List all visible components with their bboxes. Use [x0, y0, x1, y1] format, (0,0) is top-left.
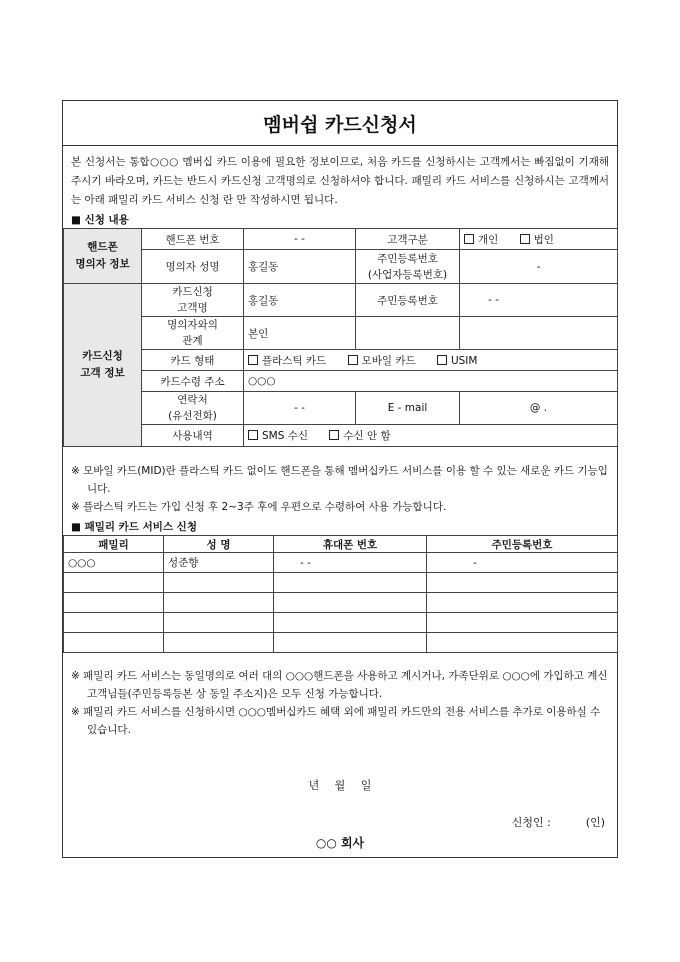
note-family-benefits: ※ 패밀리 카드 서비스를 신청하시면 ○○○멤버십카드 혜택 외에 패밀리 카드만의 전용 서비스를 추가로 이용하실 수 있습니다.: [71, 706, 601, 736]
option-corporate: 법인: [533, 233, 554, 246]
address-label: 카드수령 주소: [142, 371, 244, 392]
application-table: [63, 228, 618, 447]
note-family-eligibility: ※ 패밀리 카드 서비스는 동일명의로 여러 대의 ○○○핸드폰을 사용하고 계시거나, 가족단위로 ○○○에 가입하고 계신 고객님들(주민등록등본 상 동일 주소지)은 모두 신청 가능합니다.: [71, 670, 608, 700]
family-cell[interactable]: 성준향: [164, 553, 274, 573]
family-cell[interactable]: [64, 633, 164, 653]
usage-label: 사용내역: [142, 425, 244, 447]
family-cell[interactable]: [274, 593, 427, 613]
family-cell[interactable]: [427, 573, 618, 593]
checkbox-usim[interactable]: [437, 355, 447, 365]
owner-id-label: 주민등록번호 (사업자등록번호): [356, 250, 460, 284]
option-individual: 개인: [478, 233, 499, 246]
family-cell[interactable]: ○○○: [64, 553, 164, 573]
application-form: [62, 100, 618, 858]
family-cell[interactable]: [164, 573, 274, 593]
checkbox-no-receive[interactable]: [329, 430, 339, 440]
family-table: [63, 535, 618, 653]
family-cell[interactable]: [164, 613, 274, 633]
table-row: [64, 553, 618, 573]
family-cell[interactable]: -: [427, 553, 618, 573]
table-row: [64, 593, 618, 613]
family-cell[interactable]: [164, 633, 274, 653]
card-notes: [71, 462, 609, 516]
family-notes: [71, 667, 609, 739]
section-family-heading: ■ 패밀리 카드 서비스 신청: [71, 521, 197, 533]
family-cell[interactable]: [64, 613, 164, 633]
family-cell[interactable]: [64, 573, 164, 593]
signer-line: 신청인 : (인): [511, 816, 605, 829]
checkbox-plastic-card[interactable]: [248, 355, 258, 365]
usage-options[interactable]: [244, 425, 618, 447]
family-header-phone: 휴대폰 번호: [274, 536, 427, 553]
contact-value[interactable]: - -: [244, 392, 356, 425]
note-plastic-card: ※ 플라스틱 카드는 가입 신청 후 2~3주 후에 우편으로 수령하여 사용 가능합니다.: [71, 501, 447, 513]
note-mobile-card: ※ 모바일 카드(MID)란 플라스틱 카드 없이도 핸드폰을 통해 멤버십카드 서비스를 이용 할 수 있는 새로운 카드 기능입니다.: [71, 465, 608, 495]
family-cell[interactable]: [427, 633, 618, 653]
card-type-options[interactable]: [244, 350, 618, 371]
contact-label: 연락처 (유선전화): [142, 392, 244, 425]
applicant-name-label: 카드신청 고객명: [142, 284, 244, 317]
family-header-name: 성 명: [164, 536, 274, 553]
customer-type-options[interactable]: [460, 229, 618, 250]
email-label: E - mail: [356, 392, 460, 425]
option-plastic-card: 플라스틱 카드: [262, 354, 327, 367]
owner-name-value[interactable]: 홍길동: [244, 250, 356, 284]
family-cell[interactable]: [274, 613, 427, 633]
family-header-family: 패밀리: [64, 536, 164, 553]
email-value[interactable]: @ .: [460, 392, 618, 425]
checkbox-corporate[interactable]: [520, 234, 530, 244]
date-line: 년 월 일: [308, 779, 372, 792]
checkbox-individual[interactable]: [464, 234, 474, 244]
section-apply-heading: ■ 신청 내용: [71, 214, 129, 226]
applicant-name-value[interactable]: 홍길동: [244, 284, 356, 317]
family-cell[interactable]: - -: [274, 553, 427, 573]
customer-type-label: 고객구분: [356, 229, 460, 250]
family-cell[interactable]: [427, 613, 618, 633]
option-sms: SMS 수신: [262, 430, 309, 442]
family-cell[interactable]: [274, 573, 427, 593]
option-mobile-card: 모바일 카드: [361, 354, 416, 367]
family-cell[interactable]: [164, 593, 274, 613]
family-cell[interactable]: [64, 593, 164, 613]
applicant-id-label: 주민등록번호: [356, 284, 460, 317]
family-header-id: 주민등록번호: [427, 536, 618, 553]
table-row: [64, 573, 618, 593]
checkbox-sms[interactable]: [248, 430, 258, 440]
family-cell[interactable]: [427, 593, 618, 613]
table-row: [64, 613, 618, 633]
phone-label: 핸드폰 번호: [142, 229, 244, 250]
owner-name-label: 명의자 성명: [142, 250, 244, 284]
intro-text: 본 신청서는 통합○○○ 멤버십 카드 이용에 필요한 정보이므로, 처음 카드를 신청하시는 고객께서는 빠짐없이 기재해 주시기 바라오며, 카드는 반드시 카드신청 고객명의로 신청하셔야 합니다. 패밀리 카드 서비스를 신청하시는 고객께서는 아래 패밀리 카드 서비스 신청 란 만 작성하시면 됩니다.: [71, 156, 609, 206]
relation-value[interactable]: 본인: [244, 317, 356, 350]
empty-cell: [460, 317, 618, 350]
option-usim: USIM: [450, 354, 478, 367]
checkbox-mobile-card[interactable]: [348, 355, 358, 365]
family-cell[interactable]: [274, 633, 427, 653]
relation-label: 명의자와의 관계: [142, 317, 244, 350]
address-value[interactable]: ○○○: [244, 371, 618, 392]
table-row: [64, 633, 618, 653]
owner-id-value[interactable]: -: [460, 250, 618, 284]
empty-cell: [356, 317, 460, 350]
phone-value[interactable]: - -: [244, 229, 356, 250]
owner-group-label: 핸드폰 명의자 정보: [64, 229, 142, 284]
applicant-id-value[interactable]: - -: [460, 284, 618, 317]
company-name: ○○ 회사: [315, 836, 365, 850]
form-title: 멤버쉽 카드신청서: [63, 101, 617, 146]
option-no-receive: 수신 안 함: [343, 430, 391, 442]
card-type-label: 카드 형태: [142, 350, 244, 371]
applicant-group-label: 카드신청 고객 정보: [64, 284, 142, 447]
